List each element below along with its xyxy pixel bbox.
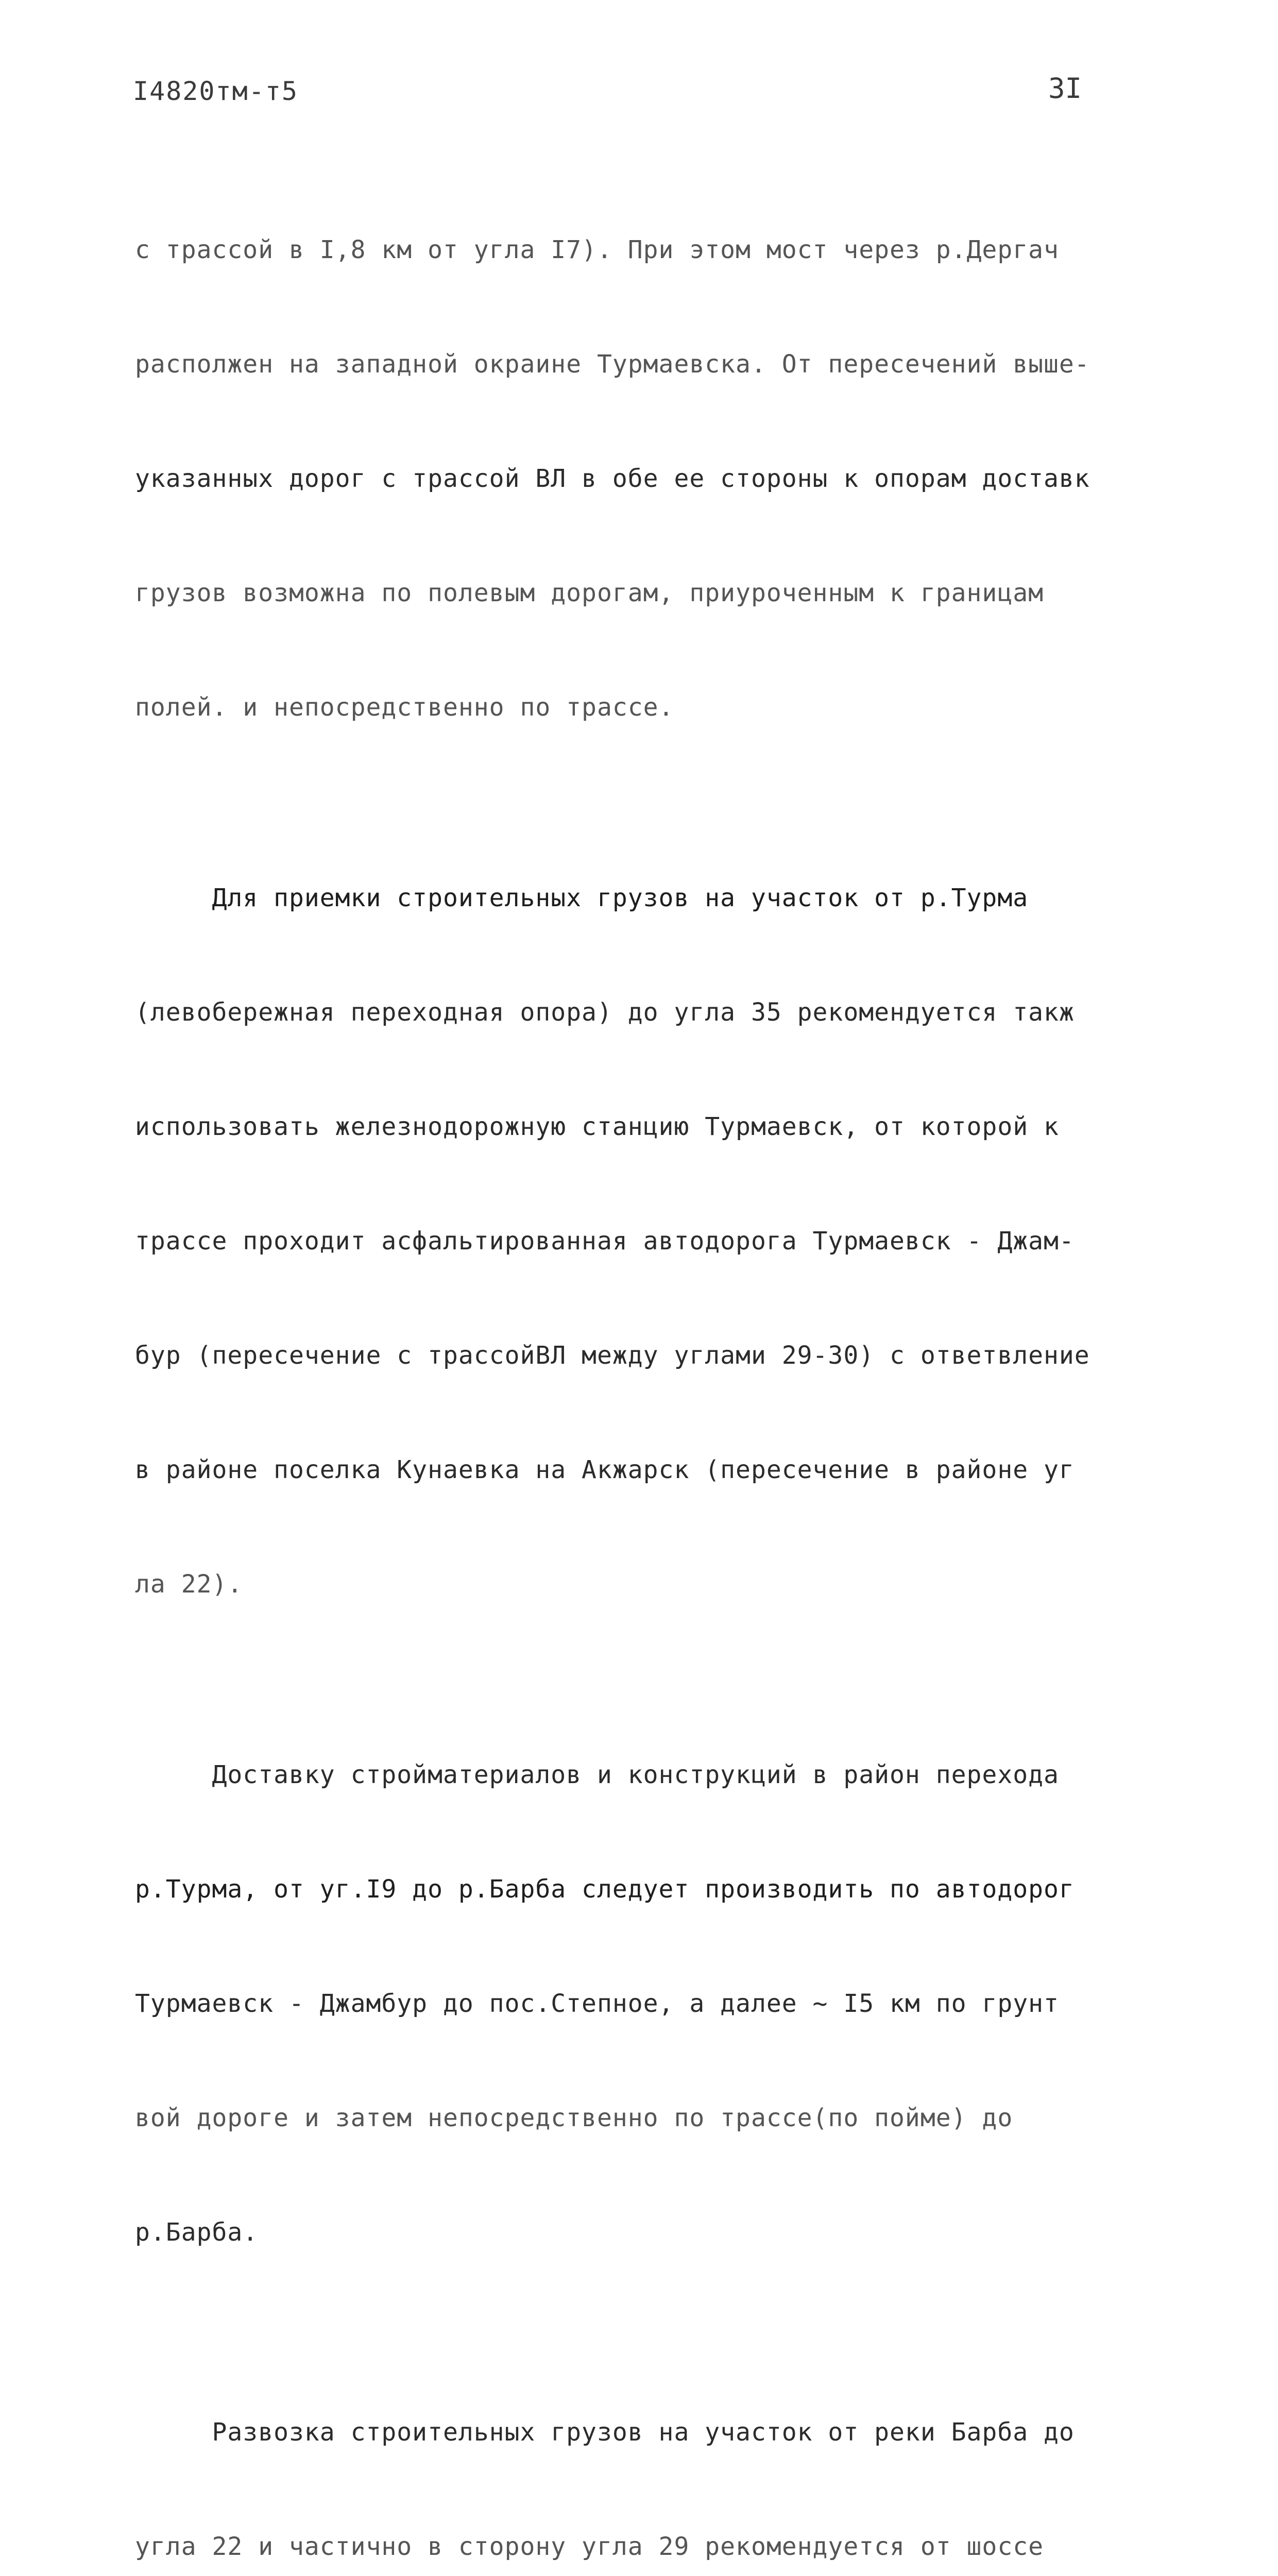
text-line: угла 22 и частично в сторону угла 29 рекомендуется от шоссе [135, 2532, 1044, 2561]
text-line: трассе проходит асфальтированная автодорога Турмаевск - Джам- [135, 1227, 1075, 1256]
text-line: Турмаевск - Джамбур до пос.Степное, а далее ~ I5 км по грунт [135, 1989, 1059, 2018]
text-line: в районе поселка Кунаевка на Акжарск (пересечение в районе уг [135, 1455, 1075, 1484]
text-line: указанных дорог с трассой ВЛ в обе ее стороны к опорам доставк [135, 464, 1090, 493]
paragraph-4 [135, 2337, 1139, 2576]
text-line: Развозка строительных грузов на участок от реки Барба до [135, 2418, 1075, 2447]
text-line: вой дороге и затем непосредственно по трассе(по пойме) до [135, 2104, 1013, 2132]
text-line: бур (пересечение с трассойВЛ между углами 29-30) с ответвление [135, 1341, 1090, 1370]
text-line: Доставку стройматериалов и конструкций в район перехода [135, 1760, 1059, 1789]
text-line: р.Турма, от уг.I9 до р.Барба следует производить по автодорог [135, 1875, 1075, 1904]
page-number: 3I [1048, 72, 1082, 105]
text-line: располжен на западной окраине Турмаевска. От пересечений выше- [135, 350, 1090, 379]
text-line: р.Барба. [135, 2218, 259, 2247]
text-line: (левобережная переходная опора) до угла 35 рекомендуется такж [135, 998, 1075, 1027]
paragraph-1 [135, 155, 1139, 803]
text-line: ла 22). [135, 1570, 243, 1599]
body-text [135, 155, 1139, 2576]
text-line: использовать железнодорожную станцию Турмаевск, от которой к [135, 1112, 1059, 1141]
paragraph-2 [135, 803, 1139, 1680]
paragraph-3 [135, 1680, 1139, 2328]
text-line: с трассой в I,8 км от угла I7). При этом мост через р.Дергач [135, 235, 1059, 264]
document-number: I4820тм-т5 [133, 76, 299, 106]
text-line: грузов возможна по полевым дорогам, приуроченным к границам [135, 579, 1044, 607]
text-line: полей. и непосредственно по трассе. [135, 693, 674, 722]
text-line: Для приемки строительных грузов на участок от р.Турма [135, 884, 1029, 912]
